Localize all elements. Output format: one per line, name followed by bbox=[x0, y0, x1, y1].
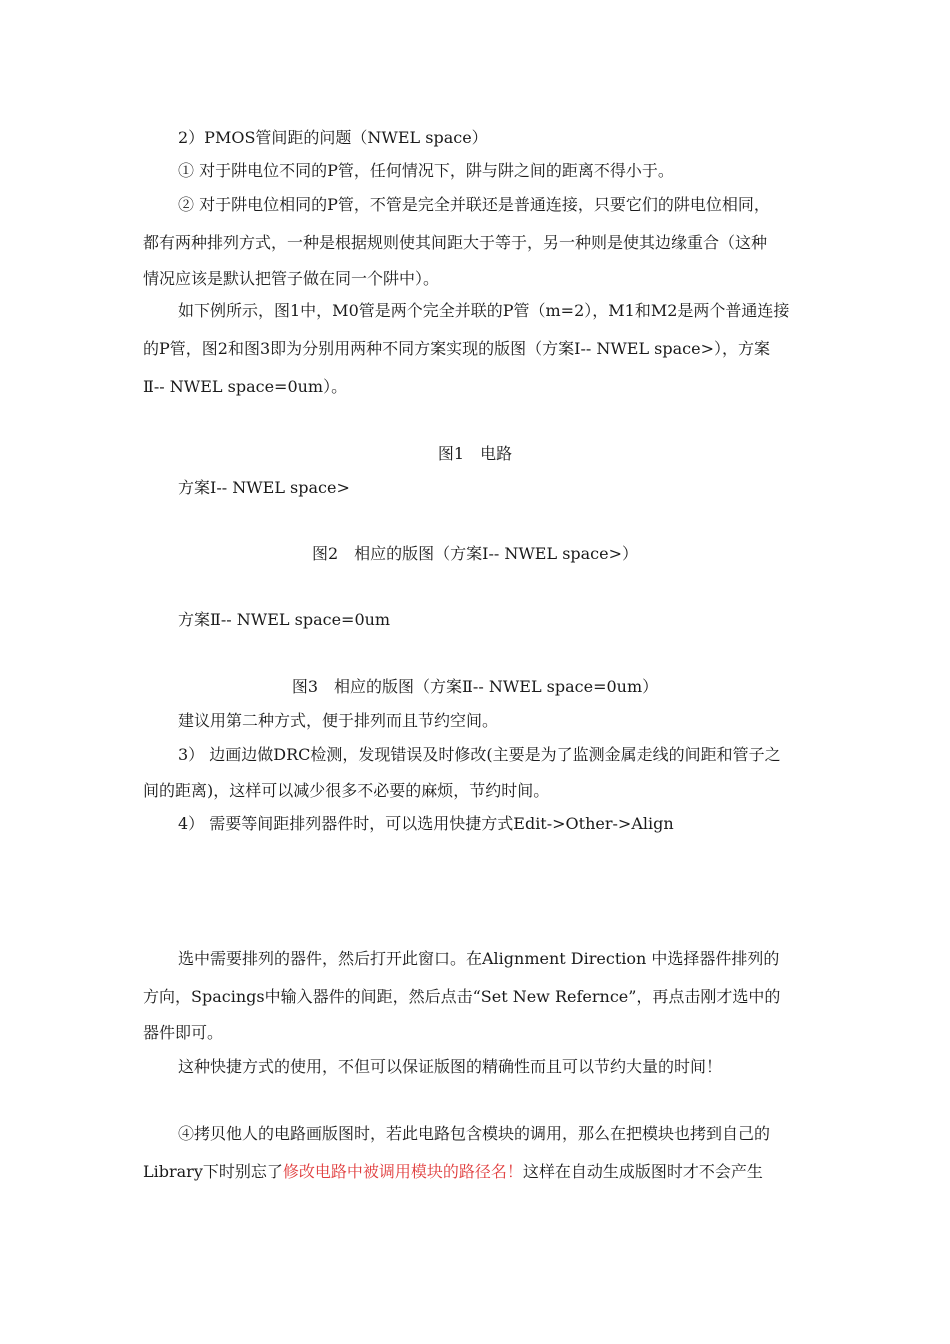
scheme-1-label: 方案Ⅰ-- NWEL space> bbox=[178, 478, 350, 497]
section-heading-pmos-spacing: 2）PMOS管间距的问题（NWEL space） bbox=[178, 128, 488, 147]
copy-line-2-suffix: 这样在自动生成版图时才不会产生 bbox=[522, 1162, 763, 1181]
figure-2-caption: 图2 相应的版图（方案Ⅰ-- NWEL space>） bbox=[311, 544, 639, 563]
paragraph-align-usage-line-2: 方向，Spacings中输入器件的间距，然后点击“Set New Refernce”，再点击刚才选中的 bbox=[143, 987, 781, 1006]
paragraph-drc-line-1: 3） 边画边做DRC检测，发现错误及时修改(主要是为了监测金属走线的间距和管子之 bbox=[178, 745, 781, 764]
paragraph-shortcut-benefit: 这种快捷方式的使用，不但可以保证版图的精确性而且可以节约大量的时间！ bbox=[178, 1057, 723, 1076]
paragraph-rule-1: ① 对于阱电位不同的P管，任何情况下，阱与阱之间的距离不得小于。 bbox=[178, 161, 674, 180]
paragraph-align-usage-line-1: 选中需要排列的器件，然后打开此窗口。在Alignment Direction 中选择器件排列的 bbox=[178, 949, 780, 968]
suggestion-text: 建议用第二种方式，便于排列而且节约空间。 bbox=[178, 711, 499, 730]
paragraph-rule-2-line-1: ② 对于阱电位相同的P管，不管是完全并联还是普通连接，只要它们的阱电位相同， bbox=[178, 195, 770, 214]
paragraph-rule-2-line-2: 都有两种排列方式，一种是根据规则使其间距大于等于，另一种则是使其边缘重合（这种 bbox=[143, 233, 768, 252]
figure-3-caption: 图3 相应的版图（方案Ⅱ-- NWEL space=0um） bbox=[291, 677, 659, 696]
copy-line-2-prefix: Library下时别忘了 bbox=[143, 1162, 283, 1181]
paragraph-example-line-1: 如下例所示，图1中，M0管是两个完全并联的P管（m=2），M1和M2是两个普通连接 bbox=[178, 301, 790, 320]
paragraph-drc-line-2: 间的距离)，这样可以减少很多不必要的麻烦，节约时间。 bbox=[143, 781, 550, 800]
paragraph-example-line-2: 的P管，图2和图3即为分别用两种不同方案实现的版图（方案Ⅰ-- NWEL space>），方案 bbox=[143, 339, 771, 358]
paragraph-example-line-3: Ⅱ-- NWEL space=0um）。 bbox=[143, 377, 348, 396]
paragraph-copy-line-1: ④拷贝他人的电路画版图时，若此电路包含模块的调用，那么在把模块也拷到自己的 bbox=[178, 1124, 771, 1143]
highlighted-warning: 修改电路中被调用模块的路径名！ bbox=[282, 1162, 523, 1181]
paragraph-align-shortcut: 4） 需要等间距排列器件时，可以选用快捷方式Edit->Other->Align bbox=[178, 814, 674, 833]
scheme-2-label: 方案Ⅱ-- NWEL space=0um bbox=[178, 610, 391, 629]
paragraph-rule-2-line-3: 情况应该是默认把管子做在同一个阱中）。 bbox=[143, 269, 440, 288]
paragraph-align-usage-line-3: 器件即可。 bbox=[143, 1023, 224, 1042]
figure-1-caption: 图1 电路 bbox=[437, 444, 513, 463]
paragraph-copy-line-2 bbox=[143, 1161, 763, 1183]
